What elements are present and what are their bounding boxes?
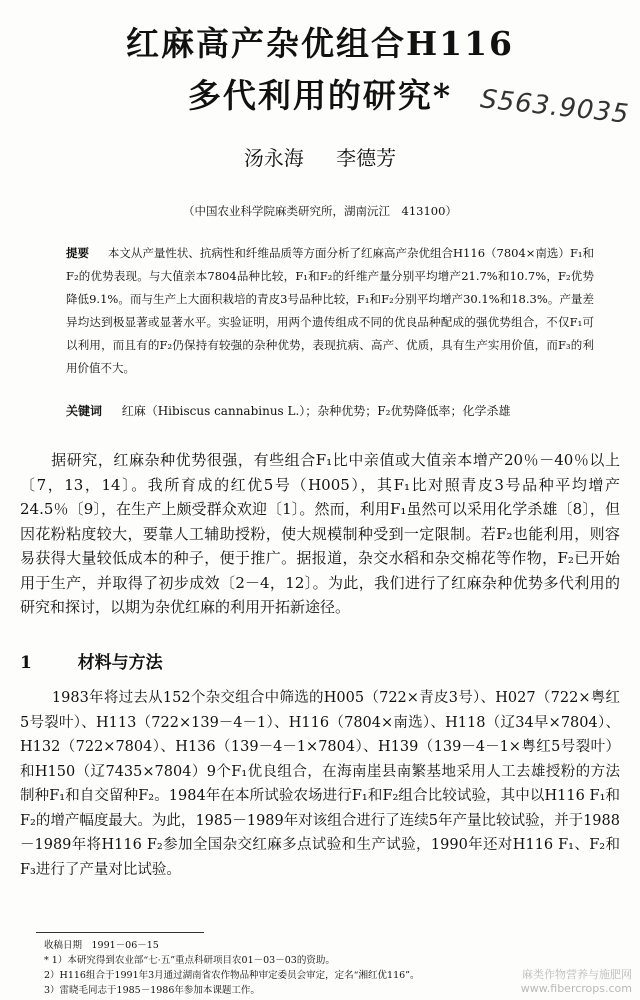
title-line-2: 多代利用的研究* xyxy=(187,76,453,115)
footnote-3: 3）雷晓毛同志于1985－1986年参加本课题工作。 xyxy=(44,985,260,996)
section-number: 1 xyxy=(20,653,32,673)
affiliation: （中国农业科学院麻类研究所，湖南沅江 413100） xyxy=(183,204,457,218)
keywords xyxy=(66,402,594,419)
authors xyxy=(0,142,640,171)
watermark-line-1: 麻类作物营养与施肥网 xyxy=(522,968,632,981)
watermark-line-2: www.fibercrops.com xyxy=(520,982,632,995)
footnote-received: 收稿日期 1991－06－15 xyxy=(44,940,159,951)
intro-paragraph xyxy=(20,448,620,620)
footnote-1: * 1）本研究得到农业部“七·五”重点科研项目农01－03－03的资助。 xyxy=(44,955,335,966)
methods-paragraph: 1983年将过去从152个杂交组合中筛选的H005（722×青皮3号）、H027（722×粤红5号裂叶）、H113（722×139－4－1）、H116（7804×南选）、H118（辽34早×7804）、H132（722×7804）、H136（139－4－1×7804）、H139（139－4－1×粤红5号裂叶）和H150（辽7435×7804）9个F₁优良组合，在海南崖县南繁基地采用人工去雄授粉的方法制种F₁和自交留种F₂。1984年在本所试验农场进行F₁和F₂组合比较试验，其中以H116 F₁和F₂的增产幅度最大。为此，1985－1989年对该组合进行了连续5年产量比较试验，并于1988－1989年将H116 F₂参加全国杂交红麻多点试验和生产试验，1990年还对H116 F₁、F₂和F₃进行了产量对比试验。 xyxy=(20,690,621,878)
footnote-divider xyxy=(36,932,204,933)
author-1: 汤永海 xyxy=(243,146,304,170)
keywords-text: 红麻（Hibiscus cannabinus L.）；杂种优势；F₂优势降低率；化学杀雄 xyxy=(121,404,511,418)
section-heading xyxy=(20,648,163,673)
keywords-label: 关键词 xyxy=(66,404,103,418)
author-2: 李德芳 xyxy=(336,146,397,170)
abstract xyxy=(66,242,594,380)
abstract-label: 提要 xyxy=(66,246,90,260)
abstract-text: 本文从产量性状、抗病性和纤维品质等方面分析了红麻高产杂优组合H116（7804×南选）F₁和F₂的优势表现。与大值亲本7804品种比较，F₁和F₂的纤维产量分别平均增产21.7%和10.7%，F₂优势降低9.1%。而与生产上大面积栽培的青皮3号品种比较，F₁和F₂分别平均增产30.1%和18.3%。产量差异均达到极显著或显著水平。实验证明，用两个遗传组成不同的优良品种配成的强优势组合，不仅F₁可以利用，而且有的F₂仍保持有较强的杂种优势，表现抗病、高产、优质，具有生产实用价值，而F₃的利用价值不大。 xyxy=(66,246,595,375)
section-title: 材料与方法 xyxy=(77,653,163,673)
footnote-2: 2）H116组合于1991年3月通过湖南省农作物品种审定委员会审定，定名“湘红优116”。 xyxy=(44,970,420,981)
handwritten-note: S563.9035 xyxy=(478,84,631,130)
intro-text: 据研究，红麻杂种优势很强，有些组合F₁比中亲值或大值亲本增产20％－40％以上〔7，13，14〕。我所育成的红优5号（H005），其F₁比对照青皮3号品种平均增产24.5％〔9〕，在生产上颇受群众欢迎〔1〕。然而，利用F₁虽然可以采用化学杀雄〔8〕，但因花粉粘度较大，要靠人工辅助授粉，使大规模制种受到一定限制。若F₂也能利用，则容易获得大量较低成本的种子，便于推广。据报道，杂交水稻和杂交棉花等作物，F₂已开始用于生产，并取得了初步成效〔2－4，12〕。为此，我们进行了红麻杂种优势多代利用的研究和探讨，以期为杂优红麻的利用开拓新途径。 xyxy=(20,451,620,616)
title-line-1: 红麻高产杂优组合H116 xyxy=(125,24,515,63)
